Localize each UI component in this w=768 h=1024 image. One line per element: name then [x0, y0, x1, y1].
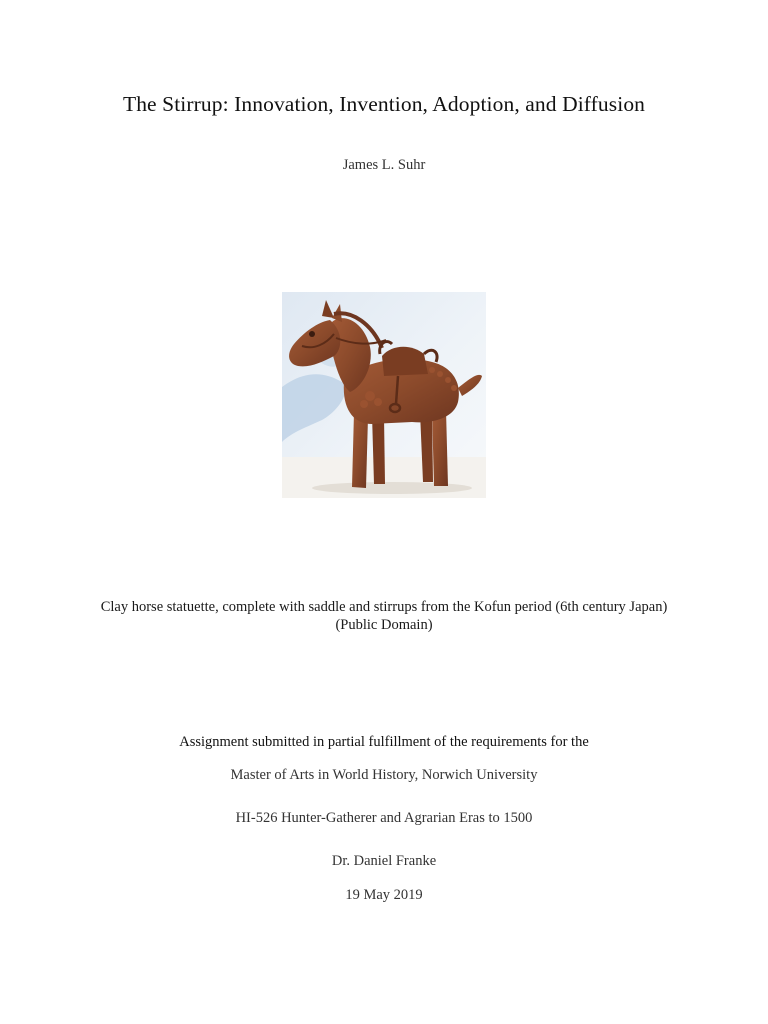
submission-date: 19 May 2019 [345, 887, 423, 903]
degree-program: Master of Arts in World History, Norwich University [230, 767, 538, 783]
author-name: James L. Suhr [342, 157, 426, 173]
instructor-name: Dr. Daniel Franke [331, 853, 437, 869]
document-title: The Stirrup: Innovation, Invention, Adoption, and Diffusion [122, 92, 646, 116]
clay-horse-statuette-image [282, 292, 486, 498]
figure-caption: Clay horse statuette, complete with saddle and stirrups from the Kofun period (6th century Japan) (Public Domain) [100, 599, 668, 633]
assignment-statement: Assignment submitted in partial fulfillment of the requirements for the [179, 734, 589, 750]
course-name: HI-526 Hunter-Gatherer and Agrarian Eras to 1500 [235, 810, 533, 826]
